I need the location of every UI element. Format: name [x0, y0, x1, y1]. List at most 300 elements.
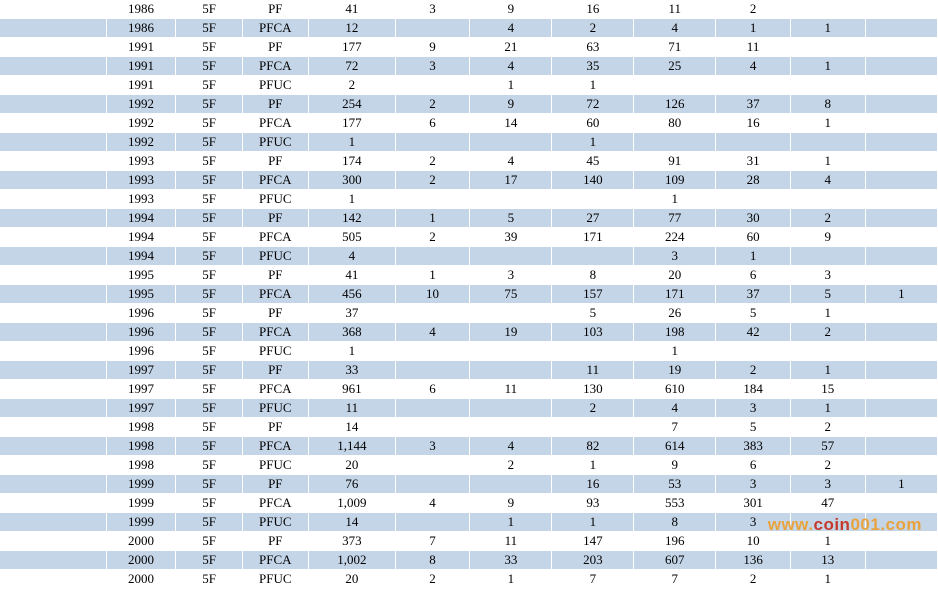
table-row	[0, 76, 938, 95]
table-cell: 9	[634, 456, 716, 475]
table-cell	[395, 513, 470, 532]
table-cell: 1994	[106, 209, 176, 228]
table-cell: PF	[242, 209, 308, 228]
table-cell: 177	[308, 114, 395, 133]
table-cell	[790, 190, 865, 209]
table-cell	[865, 266, 937, 285]
table-cell: 82	[552, 437, 634, 456]
table-cell: 1	[634, 190, 716, 209]
table-cell: 2	[716, 361, 791, 380]
table-cell	[552, 342, 634, 361]
table-cell	[865, 399, 937, 418]
table-cell: 3	[634, 247, 716, 266]
table-cell: PF	[242, 361, 308, 380]
table-cell: 2	[552, 19, 634, 38]
table-cell: 1999	[106, 475, 176, 494]
table-cell	[0, 247, 106, 266]
table-cell: 5F	[176, 209, 242, 228]
table-cell: 1998	[106, 456, 176, 475]
table-cell: 5F	[176, 171, 242, 190]
table-cell: 25	[634, 57, 716, 76]
table-cell: 11	[634, 0, 716, 19]
table-cell: 93	[552, 494, 634, 513]
table-row	[0, 437, 938, 456]
table-cell: 1998	[106, 437, 176, 456]
table-cell	[865, 76, 937, 95]
table-cell: PFUC	[242, 399, 308, 418]
table-cell: PFUC	[242, 190, 308, 209]
table-cell: 5F	[176, 285, 242, 304]
table-cell: 1	[395, 266, 470, 285]
table-cell: 1	[790, 532, 865, 551]
table-cell	[0, 513, 106, 532]
watermark-part-3: 001.com	[850, 515, 922, 534]
table-cell	[790, 247, 865, 266]
table-cell: 4	[470, 57, 552, 76]
table-cell: PF	[242, 266, 308, 285]
table-cell: 14	[308, 418, 395, 437]
table-row	[0, 190, 938, 209]
table-cell	[634, 76, 716, 95]
table-cell: 3	[790, 266, 865, 285]
table-cell	[0, 114, 106, 133]
table-cell: 9	[470, 0, 552, 19]
table-cell: 5F	[176, 570, 242, 589]
table-cell: 1996	[106, 304, 176, 323]
table-cell	[0, 570, 106, 589]
table-cell	[865, 570, 937, 589]
table-cell: 5F	[176, 323, 242, 342]
table-cell: 1,144	[308, 437, 395, 456]
table-row	[0, 171, 938, 190]
table-cell: 1	[470, 76, 552, 95]
table-cell: PF	[242, 304, 308, 323]
table-cell: 1,009	[308, 494, 395, 513]
table-cell: 1	[790, 152, 865, 171]
table-row	[0, 399, 938, 418]
table-cell: 1	[552, 513, 634, 532]
table-cell: 5F	[176, 95, 242, 114]
table-cell: 7	[552, 570, 634, 589]
table-cell	[865, 190, 937, 209]
table-cell	[0, 95, 106, 114]
table-row	[0, 513, 938, 532]
table-cell: 77	[634, 209, 716, 228]
table-cell: PFCA	[242, 114, 308, 133]
table-cell: 130	[552, 380, 634, 399]
table-cell: 1997	[106, 380, 176, 399]
table-cell	[865, 38, 937, 57]
table-cell	[395, 399, 470, 418]
table-row	[0, 494, 938, 513]
table-cell: 4	[470, 152, 552, 171]
table-cell: 553	[634, 494, 716, 513]
table-cell: 3	[716, 475, 791, 494]
table-cell: 177	[308, 38, 395, 57]
table-cell: 2	[790, 456, 865, 475]
table-cell: 2	[395, 95, 470, 114]
watermark-part-2: coin	[813, 515, 851, 534]
table-cell: 1	[552, 76, 634, 95]
table-cell	[716, 342, 791, 361]
table-cell: 7	[634, 570, 716, 589]
table-cell: 961	[308, 380, 395, 399]
table-cell	[470, 133, 552, 152]
table-cell	[865, 532, 937, 551]
table-cell: 1991	[106, 76, 176, 95]
table-cell: 5F	[176, 399, 242, 418]
table-cell: 5F	[176, 513, 242, 532]
table-row	[0, 95, 938, 114]
table-cell: PF	[242, 152, 308, 171]
table-cell: 1986	[106, 0, 176, 19]
table-cell: 26	[634, 304, 716, 323]
table-cell: 9	[470, 95, 552, 114]
table-cell	[395, 361, 470, 380]
table-cell: 610	[634, 380, 716, 399]
table-cell: 1999	[106, 494, 176, 513]
table-cell	[395, 418, 470, 437]
table-cell: 8	[395, 551, 470, 570]
table-cell: 1	[790, 57, 865, 76]
table-cell	[0, 57, 106, 76]
table-cell: 72	[552, 95, 634, 114]
table-row	[0, 551, 938, 570]
table-cell	[552, 247, 634, 266]
table-cell	[865, 437, 937, 456]
table-cell: 5F	[176, 38, 242, 57]
table-cell: 12	[308, 19, 395, 38]
table-cell: 5F	[176, 266, 242, 285]
table-cell: 19	[634, 361, 716, 380]
table-cell	[0, 456, 106, 475]
table-cell	[470, 475, 552, 494]
table-cell: 4	[395, 323, 470, 342]
table-cell: 6	[395, 380, 470, 399]
table-cell	[0, 190, 106, 209]
table-row	[0, 323, 938, 342]
table-cell: 2000	[106, 551, 176, 570]
table-cell: 4	[395, 494, 470, 513]
table-cell	[865, 171, 937, 190]
table-cell: 1	[790, 399, 865, 418]
table-cell: PF	[242, 532, 308, 551]
table-cell: 1991	[106, 57, 176, 76]
table-cell: 5F	[176, 247, 242, 266]
table-cell: 2	[790, 209, 865, 228]
table-cell: 2	[716, 570, 791, 589]
table-cell	[470, 342, 552, 361]
table-cell: 3	[470, 266, 552, 285]
table-cell	[0, 76, 106, 95]
table-cell: 254	[308, 95, 395, 114]
table-cell: 1	[308, 133, 395, 152]
table-row	[0, 456, 938, 475]
table-cell: 6	[395, 114, 470, 133]
table-cell: 6	[716, 456, 791, 475]
table-cell: 224	[634, 228, 716, 247]
table-cell: PFCA	[242, 551, 308, 570]
table-cell: 126	[634, 95, 716, 114]
table-cell	[0, 266, 106, 285]
table-cell: 14	[308, 513, 395, 532]
table-cell	[470, 247, 552, 266]
table-cell: 5	[716, 304, 791, 323]
table-cell: PFCA	[242, 437, 308, 456]
table-row	[0, 57, 938, 76]
table-cell: 5	[790, 285, 865, 304]
table-cell: 3	[395, 0, 470, 19]
table-row	[0, 266, 938, 285]
table-cell: 1996	[106, 323, 176, 342]
table-cell: 5F	[176, 532, 242, 551]
table-cell: 11	[552, 361, 634, 380]
table-cell: 63	[552, 38, 634, 57]
table-cell: 2	[790, 323, 865, 342]
table-cell: 5F	[176, 304, 242, 323]
table-cell: 103	[552, 323, 634, 342]
table-cell: PFCA	[242, 494, 308, 513]
table-cell: 21	[470, 38, 552, 57]
table-row	[0, 342, 938, 361]
table-cell	[470, 399, 552, 418]
table-cell: 368	[308, 323, 395, 342]
table-cell: PFCA	[242, 380, 308, 399]
table-cell: 30	[716, 209, 791, 228]
table-cell	[790, 38, 865, 57]
table-cell: 171	[552, 228, 634, 247]
table-cell: 5F	[176, 456, 242, 475]
table-cell	[0, 418, 106, 437]
table-row	[0, 0, 938, 19]
table-row	[0, 475, 938, 494]
table-cell	[865, 551, 937, 570]
table-cell: 1	[552, 133, 634, 152]
table-cell: 136	[716, 551, 791, 570]
table-row	[0, 304, 938, 323]
table-cell: 1	[790, 114, 865, 133]
table-cell: 1997	[106, 399, 176, 418]
table-row	[0, 380, 938, 399]
table-cell: 1998	[106, 418, 176, 437]
table-cell	[0, 38, 106, 57]
table-cell: 20	[308, 570, 395, 589]
table-cell: 1999	[106, 513, 176, 532]
table-cell: 14	[470, 114, 552, 133]
table-cell	[865, 380, 937, 399]
table-cell: 109	[634, 171, 716, 190]
table-cell: 41	[308, 0, 395, 19]
table-cell	[790, 342, 865, 361]
table-cell: 5F	[176, 114, 242, 133]
table-cell: PFUC	[242, 342, 308, 361]
table-cell: 5F	[176, 361, 242, 380]
table-cell	[865, 57, 937, 76]
table-cell: 10	[395, 285, 470, 304]
table-cell: 1992	[106, 114, 176, 133]
table-cell	[470, 304, 552, 323]
table-cell	[790, 133, 865, 152]
table-cell: 1	[790, 304, 865, 323]
table-cell: 140	[552, 171, 634, 190]
table-cell: PFCA	[242, 171, 308, 190]
table-cell	[865, 209, 937, 228]
table-cell	[0, 532, 106, 551]
table-cell: 27	[552, 209, 634, 228]
table-cell: 37	[308, 304, 395, 323]
table-cell	[395, 19, 470, 38]
table-cell: 1	[716, 19, 791, 38]
table-cell: 15	[790, 380, 865, 399]
table-cell: 11	[470, 532, 552, 551]
table-cell: 2	[470, 456, 552, 475]
table-cell	[790, 0, 865, 19]
table-cell	[865, 152, 937, 171]
table-cell: 3	[395, 57, 470, 76]
table-cell: 4	[634, 399, 716, 418]
table-cell	[790, 76, 865, 95]
table-row	[0, 209, 938, 228]
table-cell: 8	[634, 513, 716, 532]
table-cell	[0, 475, 106, 494]
table-cell: PFUC	[242, 133, 308, 152]
table-cell: 2000	[106, 570, 176, 589]
table-cell: PFCA	[242, 57, 308, 76]
table-cell: PFUC	[242, 570, 308, 589]
table-cell: 75	[470, 285, 552, 304]
table-cell: 5F	[176, 133, 242, 152]
table-cell	[552, 418, 634, 437]
table-row	[0, 532, 938, 551]
table-cell	[0, 551, 106, 570]
table-cell: 1991	[106, 38, 176, 57]
table-cell	[0, 228, 106, 247]
table-cell: 16	[552, 0, 634, 19]
table-cell: 1	[470, 570, 552, 589]
table-cell	[0, 380, 106, 399]
table-cell	[0, 209, 106, 228]
table-cell: 13	[790, 551, 865, 570]
table-cell: 1993	[106, 171, 176, 190]
table-cell: 1	[308, 190, 395, 209]
table-cell: 171	[634, 285, 716, 304]
table-cell: 5	[552, 304, 634, 323]
table-cell	[470, 361, 552, 380]
table-cell: 1,002	[308, 551, 395, 570]
table-cell	[0, 399, 106, 418]
table-cell: 53	[634, 475, 716, 494]
table-cell: 174	[308, 152, 395, 171]
table-cell: 2	[395, 228, 470, 247]
table-cell: PF	[242, 475, 308, 494]
table-cell: PFCA	[242, 19, 308, 38]
table-cell: 1997	[106, 361, 176, 380]
table-cell	[0, 0, 106, 19]
table-cell: 5F	[176, 57, 242, 76]
table-cell: PF	[242, 0, 308, 19]
table-cell	[470, 190, 552, 209]
table-cell: 9	[395, 38, 470, 57]
table-cell	[865, 494, 937, 513]
table-cell: 300	[308, 171, 395, 190]
table-row	[0, 19, 938, 38]
table-cell: 5F	[176, 0, 242, 19]
table-cell: 614	[634, 437, 716, 456]
table-cell: 1993	[106, 190, 176, 209]
table-cell: 5F	[176, 418, 242, 437]
table-cell: 28	[716, 171, 791, 190]
table-cell: 1993	[106, 152, 176, 171]
table-cell: 9	[790, 228, 865, 247]
table-cell: 39	[470, 228, 552, 247]
table-cell: 456	[308, 285, 395, 304]
table-cell: 1992	[106, 133, 176, 152]
table-cell: 5F	[176, 551, 242, 570]
table-cell: 76	[308, 475, 395, 494]
table-cell: 16	[552, 475, 634, 494]
table-cell: PF	[242, 95, 308, 114]
table-cell: 147	[552, 532, 634, 551]
table-cell	[0, 304, 106, 323]
table-cell: 2000	[106, 532, 176, 551]
table-cell: 2	[308, 76, 395, 95]
table-cell	[865, 342, 937, 361]
table-cell	[790, 513, 865, 532]
table-cell	[865, 323, 937, 342]
table-cell: 20	[634, 266, 716, 285]
table-cell: 607	[634, 551, 716, 570]
table-cell: 1	[470, 513, 552, 532]
table-cell	[395, 190, 470, 209]
table-row	[0, 228, 938, 247]
table-cell: 7	[395, 532, 470, 551]
table-cell: 37	[716, 285, 791, 304]
table-cell: 9	[470, 494, 552, 513]
table-cell: 1	[395, 209, 470, 228]
table-cell: 1995	[106, 266, 176, 285]
table-cell: 11	[470, 380, 552, 399]
table-cell: 4	[634, 19, 716, 38]
table-cell: 4	[308, 247, 395, 266]
table-cell: 11	[308, 399, 395, 418]
table-cell: 45	[552, 152, 634, 171]
table-cell	[395, 342, 470, 361]
table-cell	[0, 133, 106, 152]
table-cell	[0, 19, 106, 38]
table-cell: 42	[716, 323, 791, 342]
table-cell: 2	[552, 399, 634, 418]
table-cell: 31	[716, 152, 791, 171]
table-cell	[395, 133, 470, 152]
table-row	[0, 133, 938, 152]
table-cell: 5F	[176, 342, 242, 361]
table-cell	[865, 361, 937, 380]
table-cell: 5F	[176, 76, 242, 95]
table-cell: 71	[634, 38, 716, 57]
table-cell: 5F	[176, 380, 242, 399]
table-cell: PFCA	[242, 228, 308, 247]
table-cell	[865, 0, 937, 19]
table-row	[0, 361, 938, 380]
table-cell: 72	[308, 57, 395, 76]
table-cell	[865, 418, 937, 437]
table-cell: PFUC	[242, 247, 308, 266]
table-cell: 4	[470, 19, 552, 38]
table-cell: 57	[790, 437, 865, 456]
table-cell: 1	[308, 342, 395, 361]
table-cell: 7	[634, 418, 716, 437]
table-cell	[865, 456, 937, 475]
